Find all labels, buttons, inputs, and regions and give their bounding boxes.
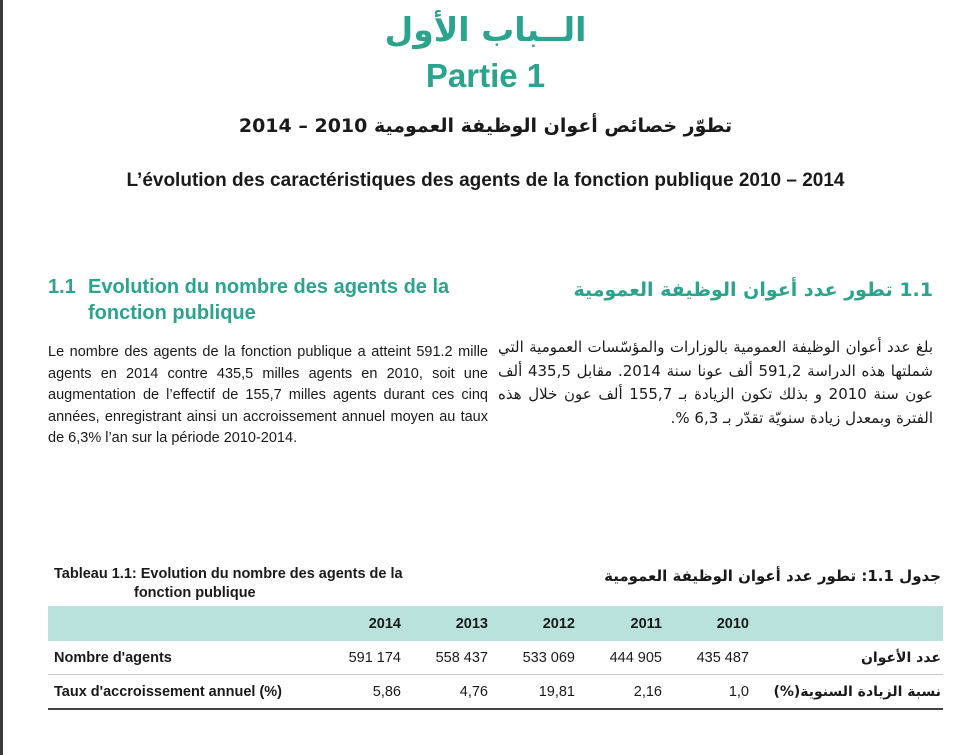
header-year: 2013 [455,615,488,632]
row-label-french: Nombre d'agents [54,649,172,666]
part-title-french: Partie 1 [425,57,546,94]
table-cell: 19,81 [538,683,575,700]
header-year: 2014 [368,615,401,632]
row-label-french: Taux d'accroissement annuel (%) [54,683,282,700]
table-caption-arabic: جدول 1.1: تطور عدد أعوان الوظيفة العمومية [604,567,941,585]
header-year: 2011 [630,615,662,632]
table-header-row [48,606,943,641]
table-cell: 1,0 [728,683,749,700]
table-cell: 444 905 [609,649,662,666]
table-caption-line1: Tableau 1.1: Evolution du nombre des agents de la [54,566,403,582]
row-label-arabic: نسبة الزيادة السنوية(%) [773,683,941,700]
table-cell: 591 174 [348,649,401,666]
section-title-line2: fonction publique [88,302,256,324]
section-heading-french [48,274,498,326]
agents-table [48,606,943,710]
header-year: 2010 [716,615,749,632]
part-title-arabic: الــباب الأول [384,10,587,49]
header-year: 2012 [542,615,575,632]
table-cell: 435 487 [696,649,749,666]
table-cell: 5,86 [372,683,401,700]
paragraph-french: Le nombre des agents de la fonction publique a atteint 591.2 mille agents en 2014 contre 435,5 milles agents en 2010, soit une augmentation de l’effectif de 155,7 milles agents durant ces cinq années, enregistrant ainsi un accroissement annuel moyen au taux de 6,3% l’an sur la période 2010-2014. [48,344,488,446]
row-label-arabic: عدد الأعوان [860,649,941,666]
table-caption-line2: fonction publique [134,585,256,601]
subtitle-french: L’évolution des caractéristiques des agents de la fonction publique 2010 – 2014 [126,170,845,191]
table-row [48,675,943,710]
table-cell: 558 437 [435,649,488,666]
section-heading-arabic: 1.1 تطور عدد أعوان الوظيفة العمومية [573,279,933,301]
section-number: 1.1 [48,276,76,298]
paragraph-arabic: بلغ عدد أعوان الوظيفة العمومية بالوزارات والمؤسّسات العمومية التي شملتها هذه الدراسة 591,2 ألف عونا سنة 2014. مقابل 435,5 ألف عون سنة 2010 و بذلك تكون الزيادة بـ 155,7 ألف عون خلال هذه الفترة وبمعدل زيادة سنويّة تقدّر بـ 6,3 %. [498,338,933,427]
table-cell: 533 069 [522,649,575,666]
table-cell: 4,76 [459,683,488,700]
section-title-line1: Evolution du nombre des agents de la [88,276,450,298]
table-cell: 2,16 [633,683,662,700]
table-row [48,641,943,675]
table-caption-french [54,565,454,603]
subtitle-arabic: تطوّر خصائص أعوان الوظيفة العمومية 2010 – 2014 [238,115,733,137]
